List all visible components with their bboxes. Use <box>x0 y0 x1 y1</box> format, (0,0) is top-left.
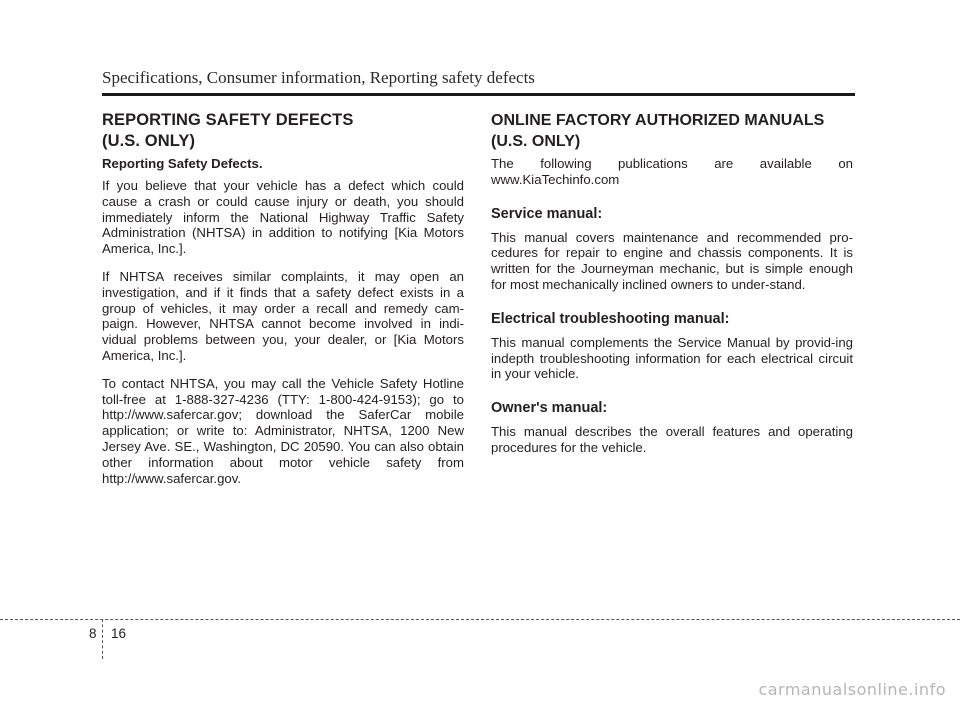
heading-line-2: (U.S. ONLY) <box>491 133 581 150</box>
reporting-safety-defects-heading <box>102 110 464 152</box>
electrical-manual-heading: Electrical troubleshooting manual: <box>491 310 730 327</box>
paragraph-nhtsa-investigation: If NHTSA receives similar complaints, it may open an investigation, and if it finds that a safety defect exists in a group of vehicles, it may order a recall and remedy cam-paign. However, NHTSA cannot become involved in indi-vidual problems between you, your dealer, or [Kia Motors America, Inc.]. <box>102 268 464 363</box>
service-manual-heading: Service manual: <box>491 205 603 222</box>
electrical-manual-text: This manual complements the Service Manual by provid-ing indepth troubleshooting information for each electrical circuit in your vehicle. <box>491 334 853 382</box>
publications-intro: The following publications are available on www.KiaTechinfo.com <box>491 156 853 187</box>
online-manuals-heading <box>491 110 853 152</box>
heading-line-1: ONLINE FACTORY AUTHORIZED MANUALS <box>491 112 825 129</box>
lead-text: Reporting Safety Defects. <box>102 156 263 171</box>
owners-manual-heading: Owner's manual: <box>491 400 608 417</box>
right-column <box>491 110 853 468</box>
heading-line-2: (U.S. ONLY) <box>102 132 196 150</box>
footer-dashed-divider <box>102 619 103 659</box>
service-manual-text: This manual covers maintenance and recommended pro-cedures for repair to engine and chassis components. It is written for the Journeyman mechanic, but is simple enough for most mechanically inclined owners to under-stand. <box>491 229 853 292</box>
page-number: 16 <box>111 626 127 641</box>
page-header-title: Specifications, Consumer information, Reporting safety defects <box>102 68 535 87</box>
heading-line-1: REPORTING SAFETY DEFECTS <box>102 111 354 129</box>
owners-manual-text: This manual describes the overall features and operating procedures for the vehicle. <box>491 424 853 455</box>
footer-dashed-rule <box>0 619 960 620</box>
header-rule <box>102 93 855 96</box>
chapter-number: 8 <box>89 626 97 641</box>
left-column <box>102 110 464 498</box>
paragraph-defect-belief: If you believe that your vehicle has a defect which could cause a crash or could cause injury or death, you should immediately inform the National Highway Traffic Safety Administration (NHTSA) in addition to notifying [Kia Motors America, Inc.]. <box>102 178 464 257</box>
paragraph-contact-nhtsa: To contact NHTSA, you may call the Vehicle Safety Hotline toll-free at 1-888-327-4236 (TTY: 1-800-424-9153); go to http://www.safercar.gov; download the SaferCar mobile application; or write to: Administrator, NHTSA, 1200 New Jersey Ave. SE., Washington, DC 20590. You can also obtain other information about motor vehicle safety from http://www.safercar.gov. <box>102 375 464 486</box>
watermark: carmanualsonline.info <box>758 680 946 699</box>
